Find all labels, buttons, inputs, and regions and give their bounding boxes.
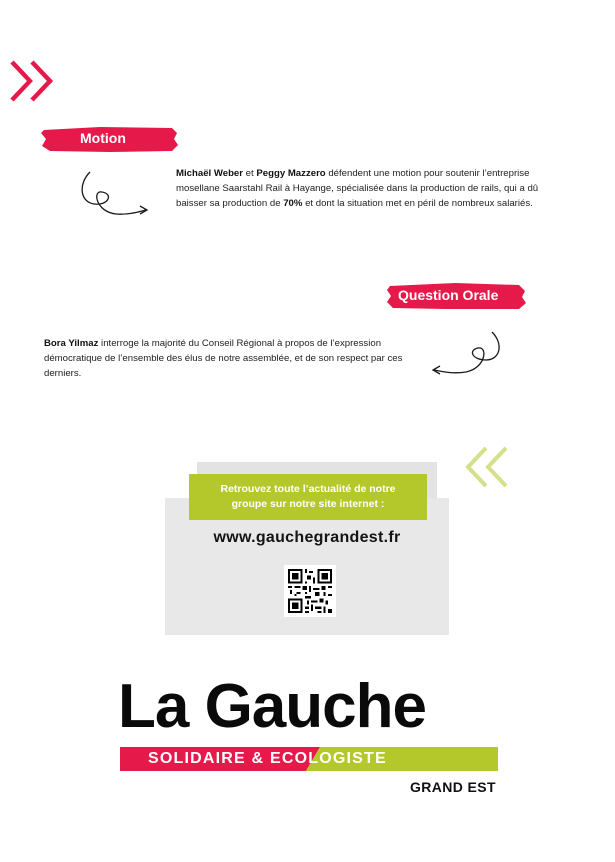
motion-paragraph — [176, 166, 558, 211]
motion-name-2: Peggy Mazzero — [256, 168, 326, 179]
motion-percent: 70% — [283, 198, 303, 209]
logo-title: La Gauche — [118, 672, 426, 741]
website-url-link[interactable]: www.gauchegrandest.fr — [213, 529, 401, 546]
question-label: Question Orale — [398, 287, 499, 303]
website-heading-box — [189, 474, 427, 520]
question-text: interroge la majorité du Conseil Régional à propos de l’expression démocratique de l’ensemble des élus de notre assemblée, et de son respect par ces derniers. — [44, 338, 403, 379]
logo-tagline: SOLIDAIRE & ECOLOGISTE — [148, 750, 387, 767]
motion-conj: et — [243, 168, 257, 179]
swirl-arrow-left-icon — [428, 328, 504, 380]
motion-text-b: et dont la situation met en péril de nombreux salariés. — [302, 198, 533, 209]
question-name: Bora Yilmaz — [44, 338, 99, 349]
qr-code-icon[interactable] — [284, 565, 336, 617]
question-paragraph — [44, 336, 424, 381]
logo-region: GRAND EST — [409, 779, 496, 795]
swirl-arrow-right-icon — [76, 168, 156, 224]
double-chevron-left-icon — [456, 442, 516, 492]
motion-text-a: défendent une motion pour soutenir l’entreprise mosellane Saarstahl Rail à Hayange, spécialisée dans la production de rails, qui a dû baisser sa production de — [176, 168, 539, 209]
double-chevron-right-icon — [6, 56, 62, 106]
motion-name-1: Michaël Weber — [176, 168, 244, 179]
motion-label: Motion — [80, 130, 126, 146]
website-heading: Retrouvez toute l’actualité de notre groupe sur notre site internet : — [220, 483, 396, 510]
